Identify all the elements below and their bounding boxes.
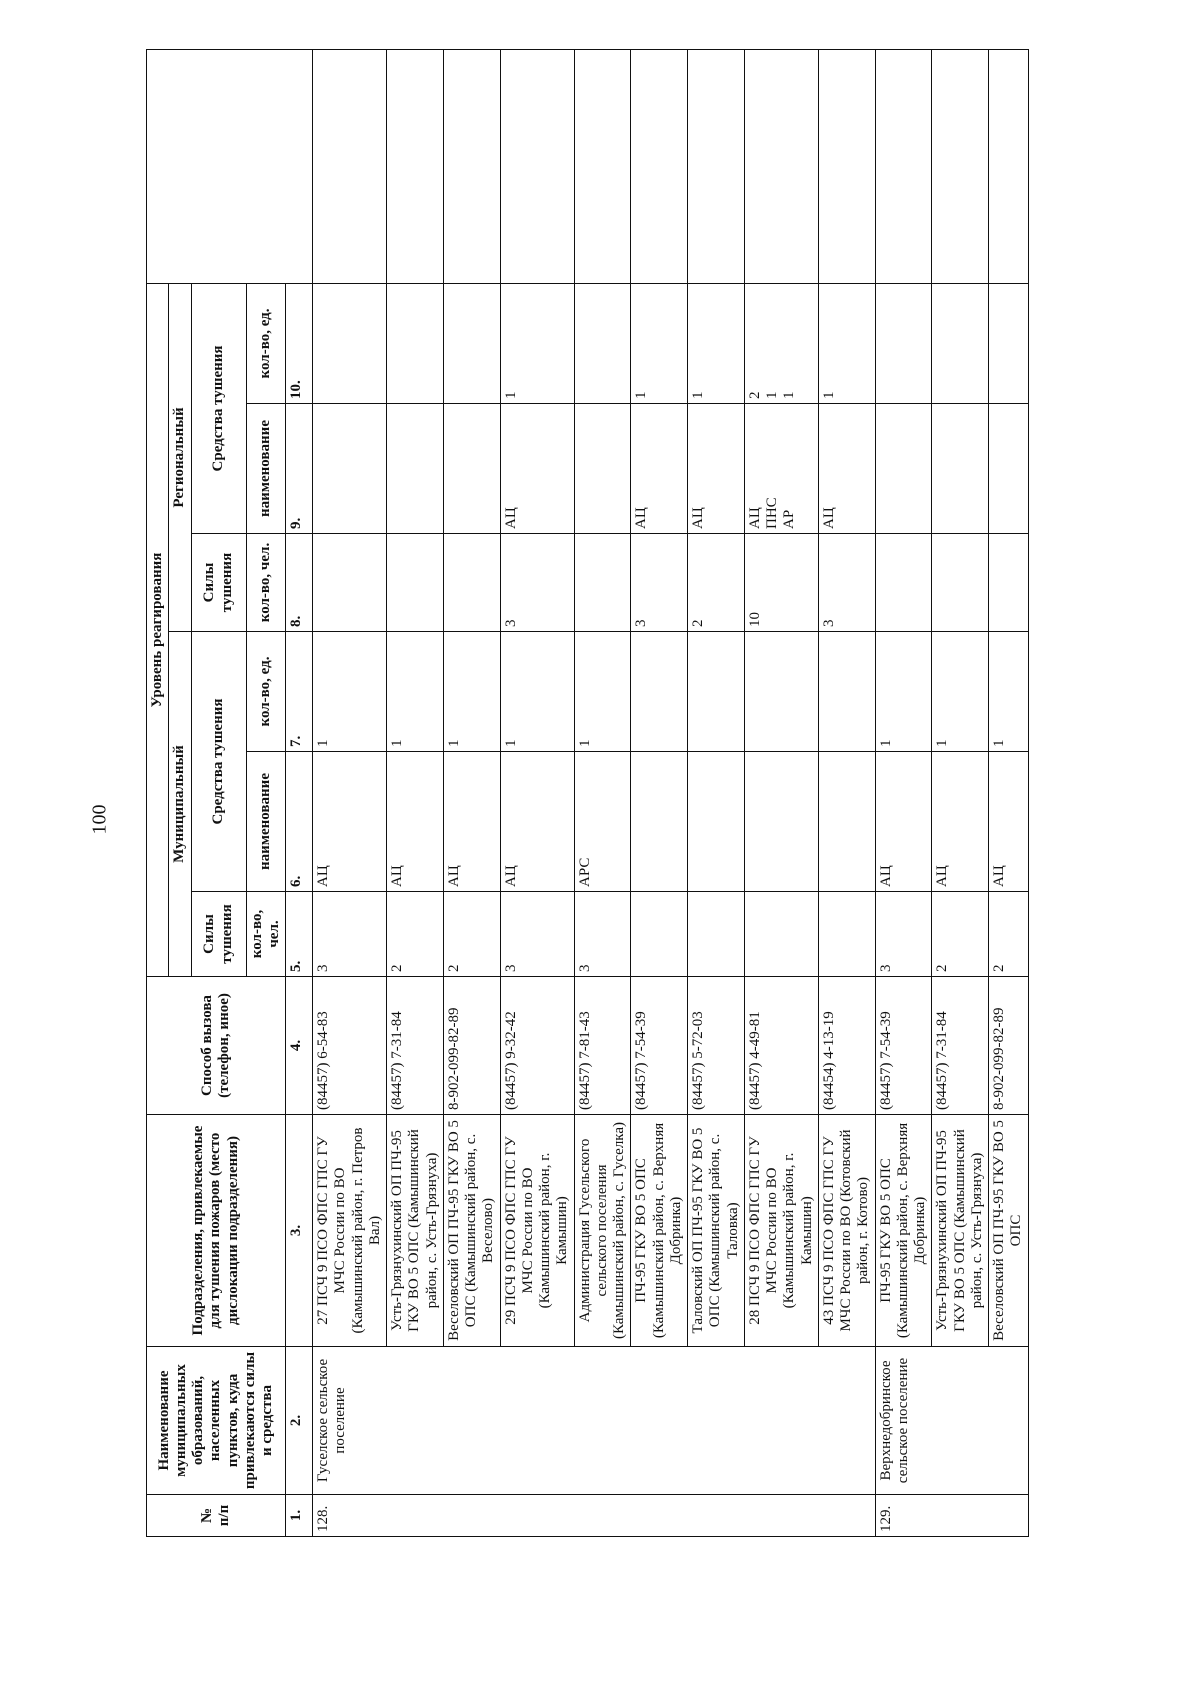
spare-cell: [574, 49, 631, 283]
municipal-means-name-cell: [744, 752, 818, 892]
municipal-people-cell: 3: [500, 892, 574, 977]
regional-means-qty-cell: [989, 283, 1029, 403]
regional-means-name-cell: АЦ: [818, 404, 875, 534]
table-row: [932, 49, 989, 1536]
municipal-people-cell: 2: [443, 892, 500, 977]
phone-cell: (84457) 7-54-39: [631, 977, 688, 1115]
municipal-people-cell: 2: [932, 892, 989, 977]
col-number: 7.: [286, 632, 313, 752]
phone-cell: 8-902-099-82-89: [443, 977, 500, 1115]
regional-means-name-cell: АЦ: [631, 404, 688, 534]
municipal-means-qty-cell: 1: [932, 632, 989, 752]
unit-cell: 28 ПСЧ 9 ПСО ФПС ГПС ГУ МЧС России по ВО (Камышинский район, г. Камышин): [744, 1115, 818, 1347]
header-number: № п/п: [147, 1495, 286, 1537]
regional-means-name-cell: АЦ: [688, 404, 745, 534]
rotated-table-sheet: [146, 50, 1162, 1537]
unit-cell: 43 ПСЧ 9 ПСО ФПС ГПС ГУ МЧС России по ВО (Котовский район, г. Котово): [818, 1115, 875, 1347]
regional-people-cell: [574, 534, 631, 632]
col-number: 3.: [286, 1115, 313, 1347]
municipal-means-qty-cell: 1: [443, 632, 500, 752]
municipal-people-cell: 2: [989, 892, 1029, 977]
table-row: [443, 49, 500, 1536]
settlement-cell: Верхнедобринское сельское поселение: [875, 1347, 1028, 1495]
header-m-name: наименование: [246, 752, 286, 892]
table-row: [744, 49, 818, 1536]
unit-cell: Администрация Гусельского сельского поселения (Камышинский район, с. Гуселка): [574, 1115, 631, 1347]
col-number: 2.: [286, 1347, 313, 1495]
row-number-cell: 129.: [875, 1495, 1028, 1537]
municipal-means-name-cell: АРС: [574, 752, 631, 892]
table-row: [574, 49, 631, 1536]
regional-means-name-cell: АЦ: [500, 404, 574, 534]
header-call-method: Способ вызова (телефон, иное): [147, 977, 286, 1115]
regional-means-qty-cell: 2 1 1: [744, 283, 818, 403]
table-row: [387, 49, 444, 1536]
municipal-means-name-cell: АЦ: [932, 752, 989, 892]
table-row: [989, 49, 1029, 1536]
regional-people-cell: 3: [500, 534, 574, 632]
col-number: 6.: [286, 752, 313, 892]
header-r-qty-people: кол-во, чел.: [246, 534, 286, 632]
phone-cell: (84457) 9-32-42: [500, 977, 574, 1115]
phone-cell: (84457) 7-31-84: [387, 977, 444, 1115]
regional-means-name-cell: [313, 404, 387, 534]
header-r-qty-units: кол-во, ед.: [246, 283, 286, 403]
col-number: 5.: [286, 892, 313, 977]
page-number: 100: [88, 804, 111, 835]
regional-people-cell: [443, 534, 500, 632]
municipal-means-name-cell: [688, 752, 745, 892]
unit-cell: ПЧ-95 ГКУ ВО 5 ОПС (Камышинский район, с. Верхняя Добринка): [875, 1115, 932, 1347]
municipal-people-cell: 3: [313, 892, 387, 977]
municipal-means-name-cell: АЦ: [443, 752, 500, 892]
header-r-name: наименование: [246, 404, 286, 534]
municipal-means-name-cell: АЦ: [313, 752, 387, 892]
regional-people-cell: [875, 534, 932, 632]
col-number: 1.: [286, 1495, 313, 1537]
phone-cell: (84457) 6-54-83: [313, 977, 387, 1115]
unit-cell: Усть-Грязнухинский ОП ПЧ-95 ГКУ ВО 5 ОПС (Камышинский район, с. Усть-Грязнуха): [387, 1115, 444, 1347]
phone-cell: 8-902-099-82-89: [989, 977, 1029, 1115]
regional-means-name-cell: [932, 404, 989, 534]
municipal-means-qty-cell: [688, 632, 745, 752]
table-body: [313, 49, 1029, 1536]
regional-people-cell: 2: [688, 534, 745, 632]
municipal-means-name-cell: АЦ: [989, 752, 1029, 892]
municipal-means-qty-cell: 1: [989, 632, 1029, 752]
spare-cell: [818, 49, 875, 283]
header-spare-column: [147, 49, 313, 283]
header-response-level: Уровень реагирования: [147, 283, 169, 976]
header-regional-means: Средства тушения: [191, 283, 246, 533]
phone-cell: (84457) 7-31-84: [932, 977, 989, 1115]
regional-means-qty-cell: 1: [818, 283, 875, 403]
spare-cell: [989, 49, 1029, 283]
row-number-cell: 128.: [313, 1495, 876, 1537]
municipal-means-name-cell: АЦ: [875, 752, 932, 892]
header-regional: Региональный: [169, 283, 191, 631]
municipal-people-cell: 3: [574, 892, 631, 977]
unit-cell: Таловский ОП ПЧ-95 ГКУ ВО 5 ОПС (Камышинский район, с. Таловка): [688, 1115, 745, 1347]
municipal-means-qty-cell: [744, 632, 818, 752]
col-number: 4.: [286, 977, 313, 1115]
regional-people-cell: [932, 534, 989, 632]
col-number: 8.: [286, 534, 313, 632]
regional-people-cell: 3: [631, 534, 688, 632]
regional-people-cell: [313, 534, 387, 632]
spare-cell: [313, 49, 387, 283]
regional-means-qty-cell: [875, 283, 932, 403]
table-row: [688, 49, 745, 1536]
table-row: [313, 49, 387, 1536]
regional-means-qty-cell: [443, 283, 500, 403]
regional-people-cell: [989, 534, 1029, 632]
municipal-means-name-cell: АЦ: [500, 752, 574, 892]
regional-means-qty-cell: [932, 283, 989, 403]
spare-cell: [443, 49, 500, 283]
regional-means-name-cell: [875, 404, 932, 534]
spare-cell: [688, 49, 745, 283]
header-m-qty-units: кол-во, ед.: [246, 632, 286, 752]
table-row: [875, 49, 932, 1536]
spare-cell: [387, 49, 444, 283]
spare-cell: [932, 49, 989, 283]
unit-cell: Веселовский ОП ПЧ-95 ГКУ ВО 5 ОПС: [989, 1115, 1029, 1347]
phone-cell: (84454) 4-13-19: [818, 977, 875, 1115]
unit-cell: Усть-Грязнухинский ОП ПЧ-95 ГКУ ВО 5 ОПС (Камышинский район, с. Усть-Грязнуха): [932, 1115, 989, 1347]
response-table: [146, 49, 1029, 1537]
municipal-means-qty-cell: 1: [574, 632, 631, 752]
municipal-people-cell: [688, 892, 745, 977]
spare-cell: [500, 49, 574, 283]
phone-cell: (84457) 7-81-43: [574, 977, 631, 1115]
col-number: 10.: [286, 283, 313, 403]
municipal-people-cell: [744, 892, 818, 977]
phone-cell: (84457) 7-54-39: [875, 977, 932, 1115]
phone-cell: (84457) 5-72-03: [688, 977, 745, 1115]
regional-people-cell: 3: [818, 534, 875, 632]
municipal-means-name-cell: [631, 752, 688, 892]
regional-means-qty-cell: [387, 283, 444, 403]
header-municipal: Муниципальный: [169, 632, 191, 977]
header-settlement: Наименование муниципальных образований, населенных пунктов, куда привлекаются силы и средства: [147, 1347, 286, 1495]
header-regional-forces: Силы тушения: [191, 534, 246, 632]
table-row: [631, 49, 688, 1536]
municipal-means-qty-cell: [818, 632, 875, 752]
table-row: [818, 49, 875, 1536]
municipal-people-cell: 3: [875, 892, 932, 977]
unit-cell: 27 ПСЧ 9 ПСО ФПС ГПС ГУ МЧС России по ВО (Камышинский район, г. Петров Вал): [313, 1115, 387, 1347]
municipal-people-cell: [818, 892, 875, 977]
settlement-cell: Гуселское сельское поселение: [313, 1347, 876, 1495]
municipal-means-qty-cell: 1: [875, 632, 932, 752]
phone-cell: (84457) 4-49-81: [744, 977, 818, 1115]
regional-means-name-cell: [387, 404, 444, 534]
unit-cell: 29 ПСЧ 9 ПСО ФПС ГПС ГУ МЧС России по ВО (Камышинский район, г. Камышин): [500, 1115, 574, 1347]
header-municipal-forces: Силы тушения: [191, 892, 246, 977]
header-m-qty-people: кол-во, чел.: [246, 892, 286, 977]
regional-means-name-cell: [989, 404, 1029, 534]
regional-means-name-cell: АЦ ПНС АР: [744, 404, 818, 534]
municipal-people-cell: [631, 892, 688, 977]
regional-means-name-cell: [443, 404, 500, 534]
header-municipal-means: Средства тушения: [191, 632, 246, 892]
spare-cell: [875, 49, 932, 283]
regional-means-qty-cell: [313, 283, 387, 403]
unit-cell: Веселовский ОП ПЧ-95 ГКУ ВО 5 ОПС (Камышинский район, с. Веселово): [443, 1115, 500, 1347]
unit-cell: ПЧ-95 ГКУ ВО 5 ОПС (Камышинский район, с. Верхняя Добринка): [631, 1115, 688, 1347]
municipal-means-name-cell: АЦ: [387, 752, 444, 892]
municipal-people-cell: 2: [387, 892, 444, 977]
col-number: 9.: [286, 404, 313, 534]
municipal-means-qty-cell: 1: [387, 632, 444, 752]
municipal-means-qty-cell: 1: [500, 632, 574, 752]
regional-means-qty-cell: 1: [500, 283, 574, 403]
header-units: Подразделения, привлекаемые для тушения пожаров (место дислокации подразделения): [147, 1115, 286, 1347]
regional-means-name-cell: [574, 404, 631, 534]
regional-means-qty-cell: [574, 283, 631, 403]
spare-cell: [744, 49, 818, 283]
spare-cell: [631, 49, 688, 283]
municipal-means-qty-cell: 1: [313, 632, 387, 752]
regional-means-qty-cell: 1: [688, 283, 745, 403]
regional-people-cell: [387, 534, 444, 632]
municipal-means-name-cell: [818, 752, 875, 892]
regional-people-cell: 10: [744, 534, 818, 632]
municipal-means-qty-cell: [631, 632, 688, 752]
regional-means-qty-cell: 1: [631, 283, 688, 403]
table-row: [500, 49, 574, 1536]
